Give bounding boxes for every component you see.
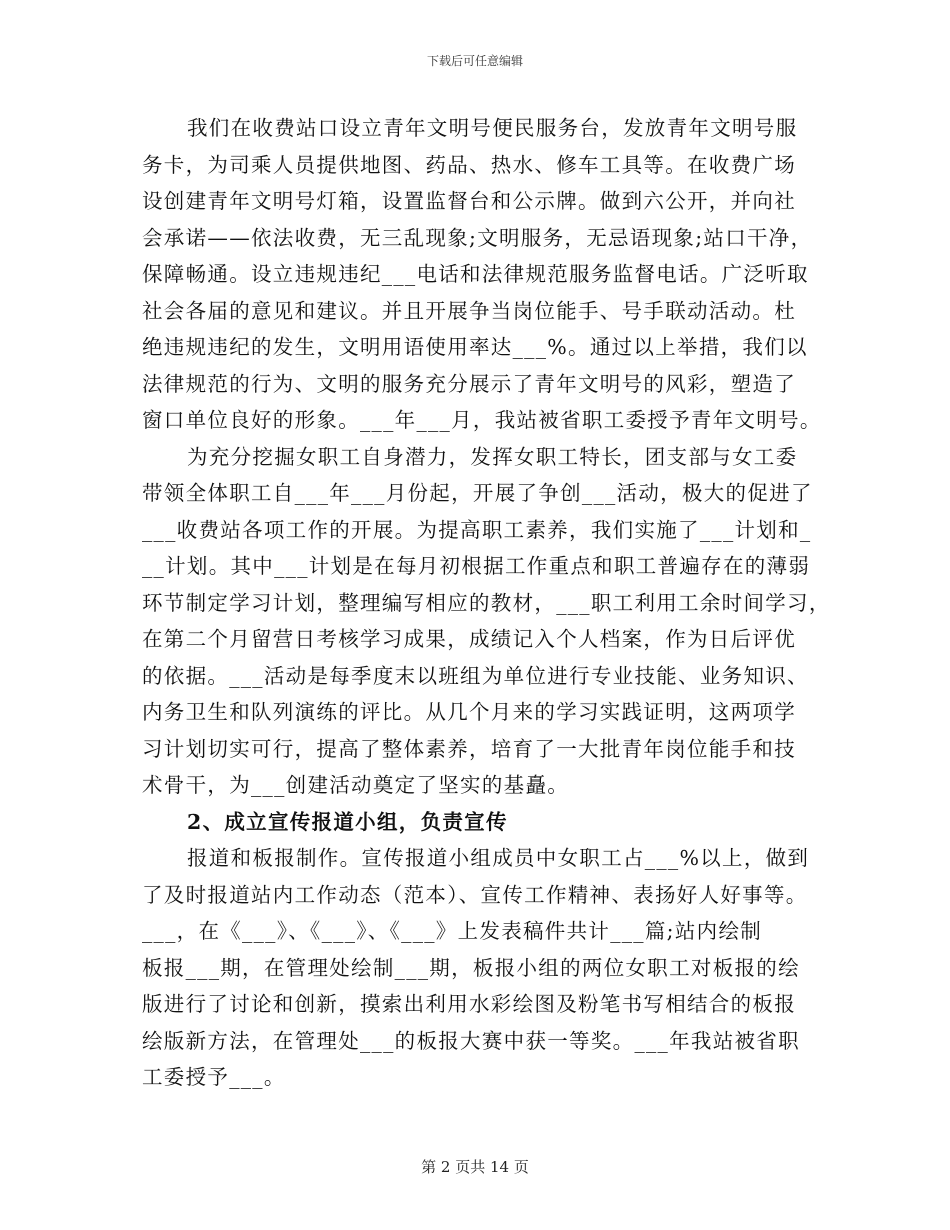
paragraph-line: 我们在收费站口设立青年文明号便民服务台，发放青年文明号服	[187, 116, 798, 140]
document-body	[142, 110, 831, 1096]
paragraph-line: 为充分挖掘女职工自身潜力，发挥女职工特长，团支部与女工委	[187, 444, 798, 469]
page-footer: 第 2 页共 14 页	[421, 1158, 529, 1176]
paragraph-line: 在第二个月留营日考核学习成果，成绩记入个人档案，作为日后评优	[142, 627, 796, 651]
paragraph-line: ___收费站各项工作的开展。为提高职工素养，我们实施了___计划和_	[142, 517, 812, 542]
paragraph-line: 窗口单位良好的形象。___年___月，我站被省职工委授予青年文明号。	[142, 408, 822, 432]
paragraph-line: 设创建青年文明号灯箱，设置监督台和公示牌。做到六公开，并向社	[142, 189, 796, 213]
section-heading: 2、成立宣传报道小组，负责宣传	[187, 809, 508, 834]
paragraph-line: 带领全体职工自___年___月份起，开展了争创___活动，极大的促进了	[142, 481, 813, 505]
paragraph-line: 绘版新方法，在管理处___的板报大赛中获一等奖。___年我站被省职	[142, 1028, 800, 1053]
paragraph-line: 环节制定学习计划，整理编写相应的教材，___职工利用工余时间学习，	[142, 590, 831, 615]
paragraph-line: 社会各届的意见和建议。并且开展争当岗位能手、号手联动活动。杜	[142, 298, 796, 323]
page-header: 下载后可任意编辑	[426, 54, 523, 68]
paragraph-line: 内务卫生和队列演练的评比。从几个月来的学习实践证明，这两项学	[142, 700, 796, 724]
paragraph-line: 的依据。___活动是每季度末以班组为单位进行专业技能、业务知识、	[142, 663, 809, 688]
paragraph-line: 板报___期，在管理处绘制___期，板报小组的两位女职工对板报的绘	[142, 955, 800, 980]
paragraph-line: 报道和板报制作。宣传报道小组成员中女职工占___%以上，做到	[187, 846, 810, 870]
paragraph-line: 绝违规违纪的发生，文明用语使用率达___%。通过以上举措，我们以	[142, 335, 808, 359]
paragraph-line: 保障畅通。设立违规违纪___电话和法律规范服务监督电话。广泛听取	[142, 262, 809, 286]
paragraph-line: 务卡，为司乘人员提供地图、药品、热水、修车工具等。在收费广场	[142, 152, 796, 177]
paragraph-line: 习计划切实可行，提高了整体素养，培育了一大批青年岗位能手和技	[142, 736, 796, 761]
paragraph-line: 法律规范的行为、文明的服务充分展示了青年文明号的风彩，塑造了	[142, 371, 796, 396]
paragraph-line: __计划。其中___计划是在每月初根据工作重点和职工普遍存在的薄弱	[142, 554, 811, 578]
paragraph-line: 会承诺——依法收费，无三乱现象;文明服务，无忌语现象;站口干净，	[142, 225, 813, 250]
paragraph-line: ___，在《___》、《___》、《___》上发表稿件共计___篇;站内绘制	[142, 919, 763, 943]
paragraph-line: 了及时报道站内工作动态（范本）、宣传工作精神、表扬好人好事等。	[142, 882, 808, 907]
paragraph-line: 版进行了讨论和创新，摸索出利用水彩绘图及粉笔书写相结合的板报	[142, 992, 796, 1016]
paragraph-line: 术骨干，为___创建活动奠定了坚实的基矗。	[142, 773, 570, 797]
paragraph-line: 工委授予___。	[142, 1065, 286, 1089]
